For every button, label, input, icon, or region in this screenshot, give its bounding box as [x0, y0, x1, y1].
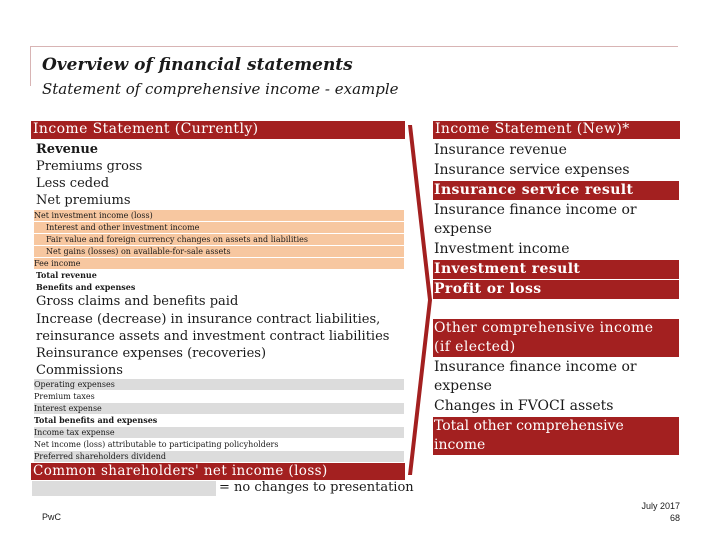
participating-row: Net income (loss) attributable to participating policyholders [34, 440, 279, 449]
increase-decrease-label-2: reinsurance assets and investment contract liabilities [36, 329, 390, 344]
footer-org: PwC [42, 512, 62, 522]
premiums-gross-label: Premiums gross [36, 159, 143, 174]
footer-date: July 2017 [641, 501, 680, 511]
operating-expenses-row: Operating expenses [34, 379, 404, 390]
net-premiums-label: Net premiums [36, 193, 131, 208]
revenue-label: Revenue [36, 142, 99, 157]
total-oci-1: Total other comprehensive [433, 417, 679, 436]
common-net-income-bar: Common shareholders' net income (loss) [31, 463, 405, 480]
legend-swatch [32, 481, 216, 496]
right-header: Income Statement (New)* [433, 121, 680, 139]
finance-income-label-2: expense [434, 221, 492, 237]
footer-date-page [641, 500, 680, 524]
interest-expense-row: Interest expense [34, 403, 404, 414]
investment-result-bar: Investment result [433, 260, 679, 279]
preferred-dividend-row: Preferred shareholders dividend [34, 451, 404, 462]
increase-decrease-label-1: Increase (decrease) in insurance contract liabilities, [36, 312, 381, 327]
gross-claims-label: Gross claims and benefits paid [36, 294, 239, 309]
benefits-expenses-label: Benefits and expenses [36, 282, 136, 292]
oci-header-1: Other comprehensive income [433, 319, 679, 338]
oci-finance-label-1: Insurance finance income or [434, 359, 637, 375]
oci-finance-label-2: expense [434, 378, 492, 394]
fair-value-row: Fair value and foreign currency changes on assets and liabilities [34, 234, 404, 245]
reinsurance-expenses-label: Reinsurance expenses (recoveries) [36, 346, 267, 361]
fvoci-label: Changes in FVOCI assets [434, 398, 614, 414]
less-ceded-label: Less ceded [36, 176, 110, 191]
top-rule [30, 46, 678, 47]
service-result-bar: Insurance service result [433, 181, 679, 200]
insurance-revenue-label: Insurance revenue [434, 142, 567, 158]
income-tax-row: Income tax expense [34, 427, 404, 438]
commissions-label: Commissions [36, 363, 123, 378]
interest-income-row: Interest and other investment income [34, 222, 404, 233]
finance-income-label-1: Insurance finance income or [434, 202, 637, 218]
premium-taxes-row: Premium taxes [34, 392, 95, 401]
total-oci-2: income [433, 436, 679, 455]
service-expenses-label: Insurance service expenses [434, 162, 630, 178]
page-subtitle: Statement of comprehensive income - example [42, 80, 399, 98]
footer-page-number: 68 [669, 513, 680, 523]
net-gains-row: Net gains (losses) on available-for-sale assets [34, 246, 404, 257]
net-investment-income-row: Net investment income (loss) [34, 210, 404, 221]
legend-text: = no changes to presentation [219, 480, 414, 495]
page-title: Overview of financial statements [42, 55, 353, 75]
fee-income-row: Fee income [34, 258, 404, 269]
oci-header-2: (if elected) [433, 338, 679, 357]
total-revenue-label: Total revenue [36, 270, 97, 280]
side-rule [30, 46, 31, 86]
total-benefits-row: Total benefits and expenses [34, 415, 158, 425]
investment-income-label: Investment income [434, 241, 570, 257]
chevron-arrow-icon [406, 125, 434, 475]
left-header: Income Statement (Currently) [31, 121, 405, 139]
profit-or-loss-bar: Profit or loss [433, 280, 679, 299]
